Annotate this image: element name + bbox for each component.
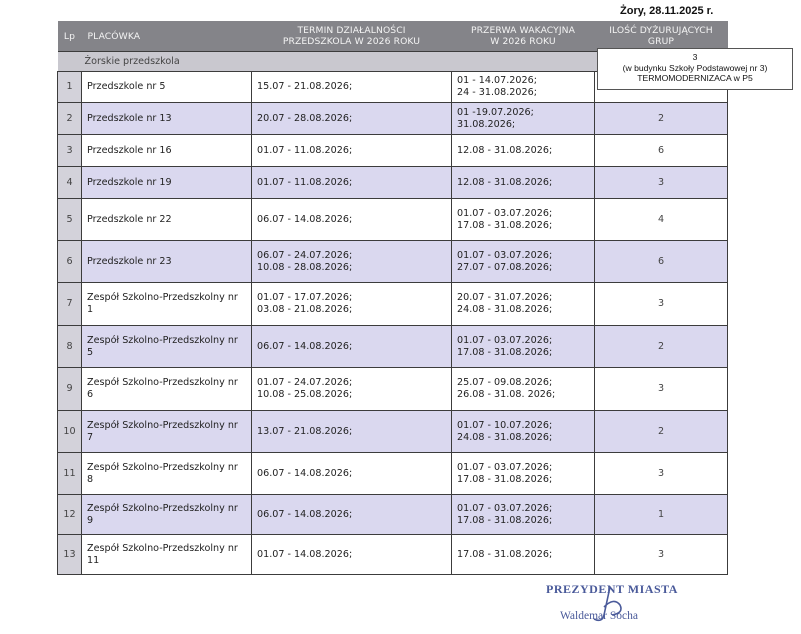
row-break [452,535,595,575]
row-lp: 5 [58,199,82,241]
row-name: Przedszkole nr 5 [82,72,252,103]
row-term [252,495,452,535]
row-count: 3 [595,283,728,326]
term-line: 01.07 - 11.08.2026; [257,176,353,188]
term-line: 01.07 - 14.08.2026; [257,548,353,560]
row-lp: 1 [58,72,82,103]
row-count: 6 [595,135,728,167]
row-name: Zespół Szkolno-Przedszkolny nr 5 [82,326,252,368]
term-line: 01.07 - 24.07.2026; [257,377,353,388]
break-line: 31.08.2026; [457,118,516,130]
note-line: TERMOMODERNIZACA w P5 [637,73,753,83]
table-row [58,495,728,535]
header-lp: Lp [58,21,82,52]
term-line: 06.07 - 14.08.2026; [257,467,353,479]
row-break [452,103,595,135]
table-row [58,368,728,411]
row-lp: 4 [58,167,82,199]
row-name: Zespół Szkolno-Przedszkolny nr 6 [82,368,252,411]
break-line: 01.07 - 03.07.2026; [457,334,553,346]
table-row [58,167,728,199]
row-break [452,199,595,241]
term-line: 06.07 - 14.08.2026; [257,340,353,352]
table-row [58,199,728,241]
row-count: 3 [595,167,728,199]
break-line: 24.08 - 31.08.2026; [457,304,553,315]
row-term [252,535,452,575]
term-line: 13.07 - 21.08.2026; [257,425,353,437]
break-line: 17.08 - 31.08.2026; [457,514,553,526]
table-row [58,453,728,495]
row-count: 6 [595,241,728,283]
row-lp: 6 [58,241,82,283]
term-line: 03.08 - 21.08.2026; [257,304,353,315]
break-line: 17.08 - 31.08.2026; [457,346,553,358]
row-term [252,135,452,167]
term-line: 06.07 - 14.08.2026; [257,213,353,225]
term-line: 01.07 - 11.08.2026; [257,144,353,156]
row-lp: 12 [58,495,82,535]
break-line: 12.08 - 31.08.2026; [457,176,553,188]
row-name: Przedszkole nr 13 [82,103,252,135]
row-count: 1 [595,495,728,535]
row-count: 3 [595,368,728,411]
row-count: 3 [595,535,728,575]
document-date: Żory, 28.11.2025 r. [620,5,714,17]
header-grupy: ILOŚĆ DYŻURUJĄCYCH GRUP [595,21,728,52]
row-term [252,199,452,241]
break-line: 17.08 - 31.08.2026; [457,473,553,485]
break-line: 27.07 - 07.08.2026; [457,261,553,273]
break-line: 01.07 - 03.07.2026; [457,461,553,473]
row-count: 2 [595,326,728,368]
row-count: 2 [595,411,728,453]
break-line: 24 - 31.08.2026; [457,87,537,98]
row-lp: 2 [58,103,82,135]
table-row [58,411,728,453]
break-line: 01.07 - 03.07.2026; [457,207,553,219]
row-name: Zespół Szkolno-Przedszkolny nr 9 [82,495,252,535]
signer-name: Waldemar Socha [560,610,638,622]
row-term [252,411,452,453]
table-row [58,135,728,167]
table-row [58,283,728,326]
term-line: 10.08 - 28.08.2026; [257,261,353,273]
row-name: Zespół Szkolno-Przedszkolny nr 8 [82,453,252,495]
table-row [58,326,728,368]
row-name: Przedszkole nr 22 [82,199,252,241]
header-placowka: PLACÓWKA [82,21,252,52]
row-count: 2 [595,103,728,135]
break-line: 25.07 - 09.08.2026; [457,377,553,388]
table-row [58,535,728,575]
row-term [252,326,452,368]
row-break [452,72,595,103]
row-term [252,368,452,411]
header-row [58,21,728,52]
row-break [452,283,595,326]
break-line: 12.08 - 31.08.2026; [457,144,553,156]
note-line: 3 [692,52,698,62]
annotation-note [597,48,793,90]
row-lp: 9 [58,368,82,411]
row-name: Zespół Szkolno-Przedszkolny nr 7 [82,411,252,453]
term-line: 01.07 - 17.07.2026; [257,292,353,303]
row-break [452,368,595,411]
break-line: 20.07 - 31.07.2026; [457,292,553,303]
row-lp: 10 [58,411,82,453]
term-line: 15.07 - 21.08.2026; [257,81,353,92]
row-lp: 13 [58,535,82,575]
row-name: Przedszkole nr 16 [82,135,252,167]
term-line: 20.07 - 28.08.2026; [257,112,353,124]
row-name: Przedszkole nr 23 [82,241,252,283]
row-name: Zespół Szkolno-Przedszkolny nr 1 [82,283,252,326]
row-lp: 11 [58,453,82,495]
note-line: (w budynku Szkoły Podstawowej nr 3) [622,62,768,73]
term-line: 06.07 - 24.07.2026; [257,249,353,261]
section-label: Żorskie przedszkola [58,52,728,72]
row-break [452,167,595,199]
row-lp: 7 [58,283,82,326]
row-term [252,241,452,283]
row-break [452,453,595,495]
row-name: Zespół Szkolno-Przedszkolny nr 11 [82,535,252,575]
table-row [58,241,728,283]
row-term [252,453,452,495]
header-przerwa: PRZERWA WAKACYJNA W 2026 ROKU [452,21,595,52]
table-row [58,103,728,135]
break-line: 01 - 14.07.2026; [457,75,537,86]
row-break [452,495,595,535]
row-break [452,411,595,453]
header-termin: TERMIN DZIAŁALNOŚCI PRZEDSZKOLA W 2026 ROKU [252,21,452,52]
break-line: 01.07 - 10.07.2026; [457,419,553,431]
term-line: 10.08 - 25.08.2026; [257,389,353,400]
row-count: 3 [595,453,728,495]
break-line: 01.07 - 03.07.2026; [457,249,553,261]
break-line: 17.08 - 31.08.2026; [457,219,553,231]
row-term [252,167,452,199]
row-term [252,103,452,135]
row-count: 4 [595,199,728,241]
row-term [252,72,452,103]
row-break [452,135,595,167]
break-line: 17.08 - 31.08.2026; [457,548,553,560]
schedule-table [57,21,728,575]
row-lp: 3 [58,135,82,167]
break-line: 01 -19.07.2026; [457,106,534,118]
break-line: 26.08 - 31.08. 2026; [457,389,556,400]
row-term [252,283,452,326]
break-line: 24.08 - 31.08.2026; [457,431,553,443]
row-lp: 8 [58,326,82,368]
stamp-title: PREZYDENT MIASTA [546,582,678,596]
row-name: Przedszkole nr 19 [82,167,252,199]
break-line: 01.07 - 03.07.2026; [457,502,553,514]
term-line: 06.07 - 14.08.2026; [257,508,353,520]
row-break [452,326,595,368]
row-break [452,241,595,283]
